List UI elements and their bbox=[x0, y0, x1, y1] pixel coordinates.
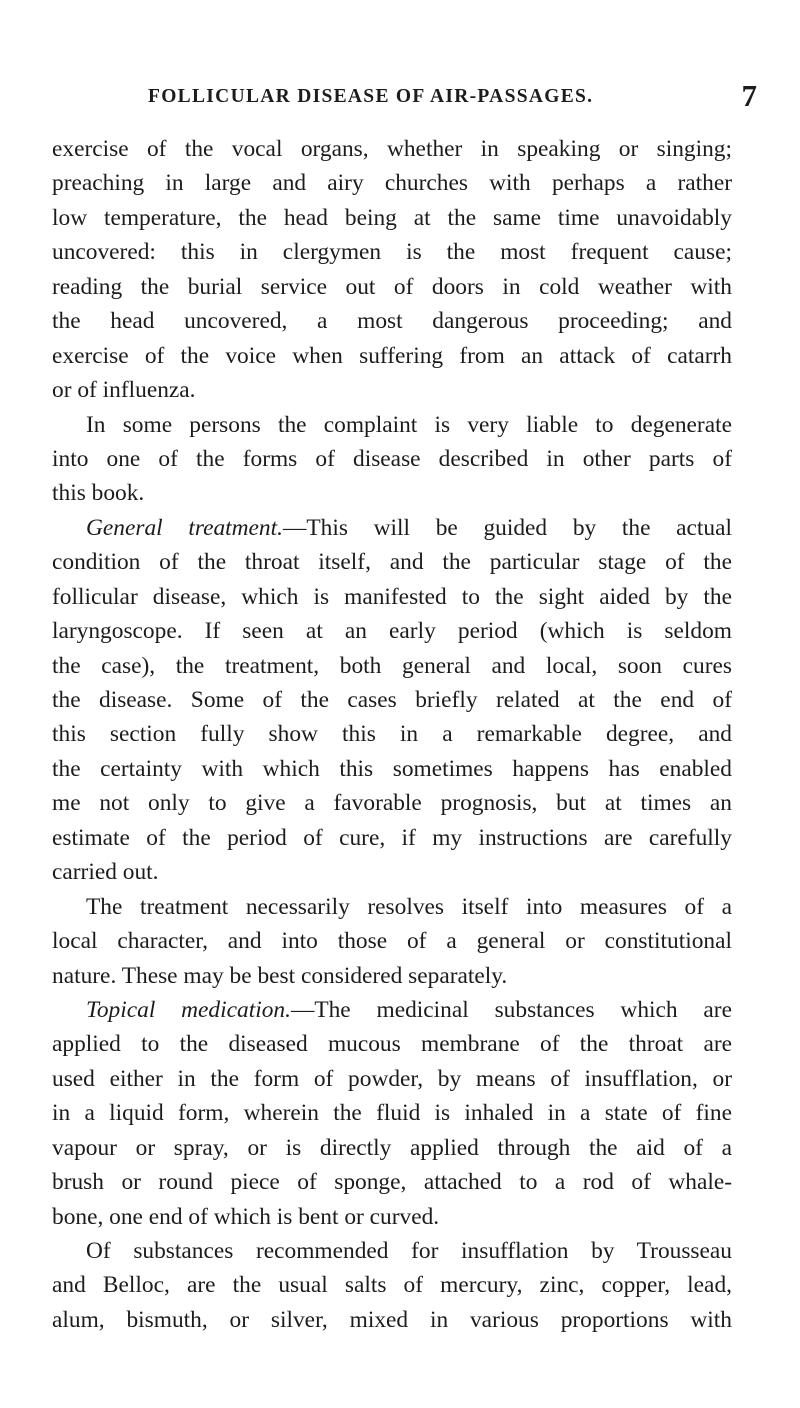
page-header bbox=[52, 78, 784, 118]
text-line: vapour or spray, or is directly applied through the aid of a bbox=[52, 1134, 732, 1161]
text-line: or of influenza. bbox=[52, 377, 196, 404]
text-line: In some persons the complaint is very liable to degenerate bbox=[86, 411, 732, 438]
text-line: used either in the form of powder, by means of insufflation, or bbox=[52, 1065, 732, 1092]
section-heading-topical-medication: Topical medication. bbox=[86, 996, 291, 1023]
text-line: brush or round piece of sponge, attached to a rod of whale- bbox=[52, 1169, 732, 1196]
text-line: nature. These may be best considered separately. bbox=[52, 962, 508, 989]
book-page bbox=[52, 0, 784, 1408]
text-line: and Belloc, are the usual salts of mercury, zinc, copper, lead, bbox=[52, 1272, 732, 1299]
page-number: 7 bbox=[741, 78, 757, 113]
text-line: this section fully show this in a remarkable degree, and bbox=[52, 721, 732, 748]
text-line: low temperature, the head being at the same time unavoidably bbox=[52, 204, 732, 231]
text-line: in a liquid form, wherein the fluid is inhaled in a state of fine bbox=[52, 1100, 732, 1127]
text-line: exercise of the vocal organs, whether in speaking or singing; bbox=[52, 136, 732, 162]
text-run: —The medicinal substances which are bbox=[290, 996, 732, 1023]
text-line: this book. bbox=[52, 480, 145, 507]
text-line: Of substances recommended for insufflation by Trousseau bbox=[86, 1238, 732, 1264]
text-line: follicular disease, which is manifested to the sight aided by the bbox=[52, 583, 732, 610]
section-heading-general-treatment: General treatment. bbox=[86, 514, 283, 541]
text-line: alum, bismuth, or silver, mixed in various proportions with bbox=[52, 1306, 732, 1333]
text-line: The treatment necessarily resolves itself into measures of a bbox=[86, 893, 732, 920]
text-line: me not only to give a favorable prognosis, but at times an bbox=[52, 790, 732, 817]
text-line: the head uncovered, a most dangerous proceeding; and bbox=[52, 308, 732, 335]
text-line: into one of the forms of disease described in other parts of bbox=[52, 445, 732, 472]
text-run: —This will be guided by the actual bbox=[282, 514, 732, 541]
text-line: bone, one end of which is bent or curved. bbox=[52, 1203, 440, 1230]
text-line: the certainty with which this sometimes happens has enabled bbox=[52, 755, 732, 782]
text-line: condition of the throat itself, and the particular stage of the bbox=[52, 549, 732, 576]
text-line: uncovered: this in clergymen is the most frequent cause; bbox=[52, 239, 732, 266]
text-line: local character, and into those of a general or constitutional bbox=[52, 928, 732, 955]
text-line: carried out. bbox=[52, 859, 159, 886]
text-line: reading the burial service out of doors in cold weather with bbox=[52, 273, 732, 300]
text-line bbox=[52, 511, 732, 545]
text-line: laryngoscope. If seen at an early period (which is seldom bbox=[52, 618, 732, 645]
running-head: FOLLICULAR DISEASE OF AIR-PASSAGES. bbox=[148, 86, 594, 107]
text-line: estimate of the period of cure, if my instructions are carefully bbox=[52, 824, 732, 851]
text-line: preaching in large and airy churches with perhaps a rather bbox=[52, 170, 732, 197]
body-text bbox=[52, 132, 732, 1337]
text-line: exercise of the voice when suffering from an attack of catarrh bbox=[52, 342, 732, 369]
text-line: the disease. Some of the cases briefly related at the end of bbox=[52, 687, 732, 713]
text-line bbox=[52, 993, 732, 1027]
text-line: the case), the treatment, both general and local, soon cures bbox=[52, 652, 732, 679]
text-line: applied to the diseased mucous membrane of the throat are bbox=[52, 1031, 732, 1058]
